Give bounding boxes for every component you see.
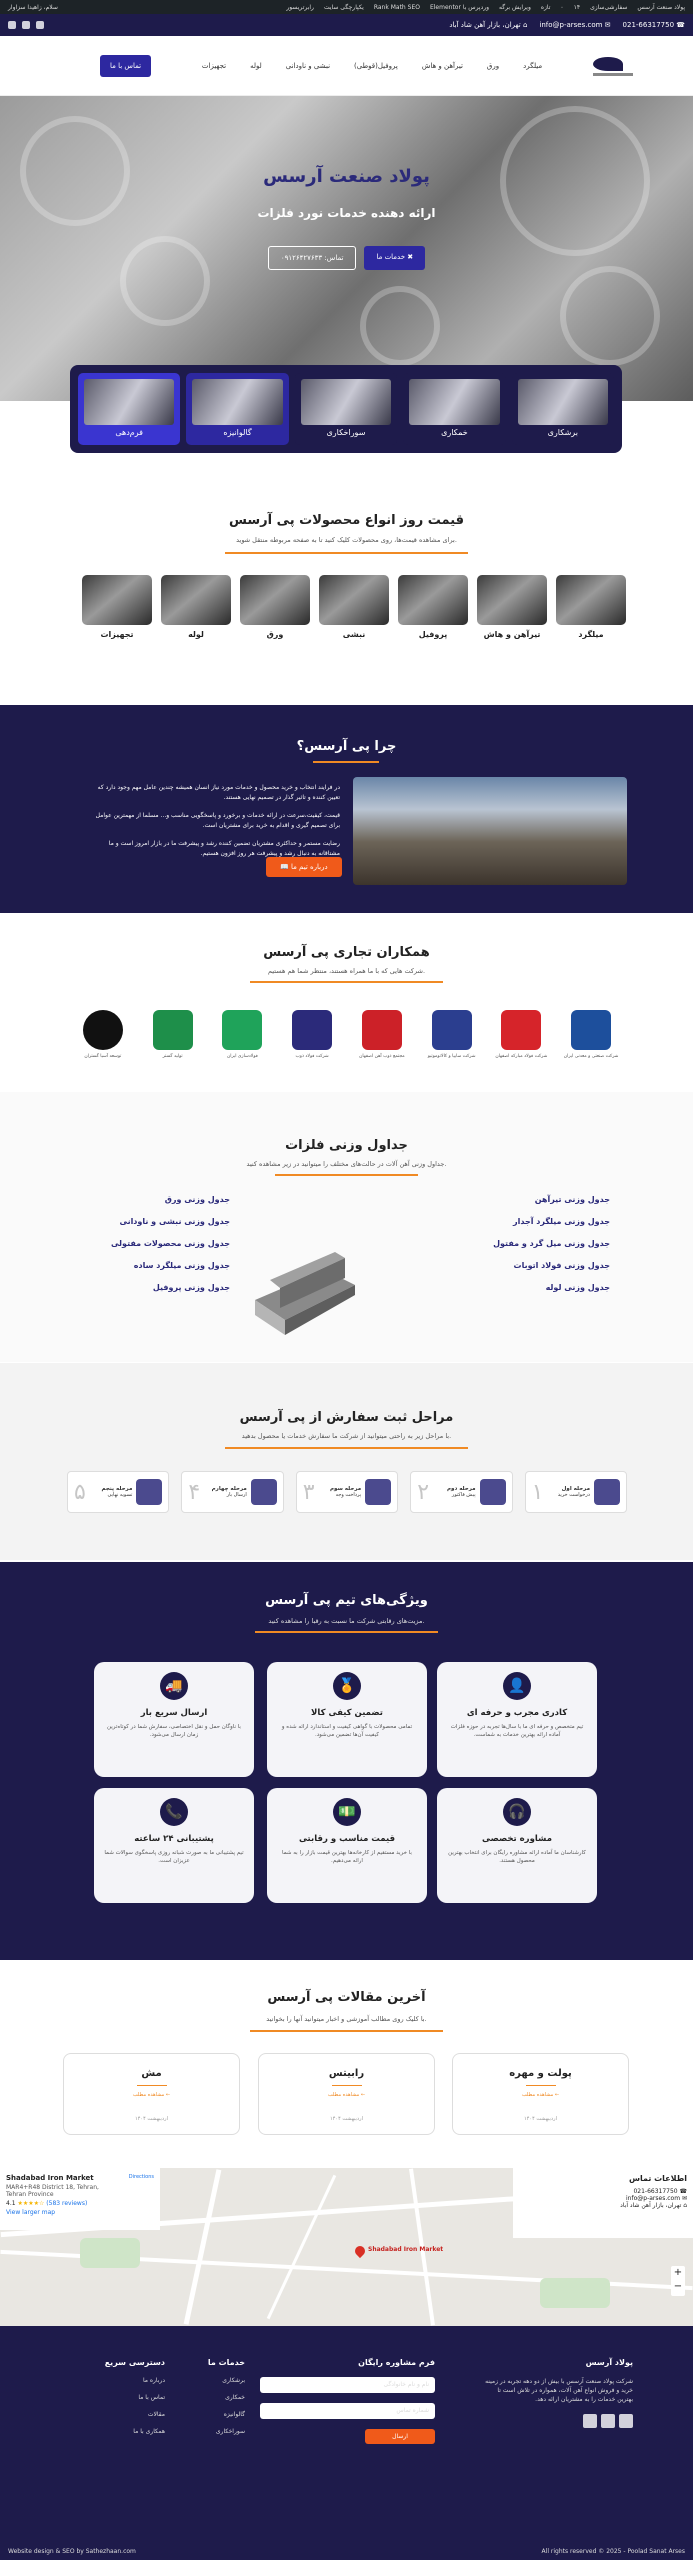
contact-card-email[interactable]: ✉ info@p-arses.com: [626, 2195, 687, 2202]
copyright-text: All rights reserved © 2025 - Poolad Sanat Arses: [541, 2547, 685, 2555]
service-label: خمکاری: [441, 428, 468, 437]
site-logo[interactable]: [593, 51, 633, 81]
product-card[interactable]: [556, 575, 626, 645]
contact-card-address: ⌂ تهران، بازار آهن شاد آباد: [620, 2202, 687, 2209]
feature-card: [267, 1788, 427, 1903]
partner-name: تولید گستر: [162, 1054, 183, 1059]
product-card[interactable]: [240, 575, 310, 645]
feature-desc: تیم پشتیبانی ما به صورت شبانه روزی پاسخگوی سوالات شما عزیزان است.: [104, 1850, 244, 1864]
steps-title: مراحل ثبت سفارش از پی آرسس: [239, 1410, 454, 1425]
hero-section: [0, 96, 693, 401]
partner-item[interactable]: [491, 1010, 553, 1068]
contact-address-value: تهران، بازار آهن شاد آباد: [620, 2202, 682, 2209]
product-image: [477, 575, 547, 625]
copyright-bar: [0, 2542, 693, 2560]
partner-item[interactable]: [421, 1010, 483, 1068]
why-paragraph: رضایت مستمر و حداکثری مشتریان تضمین کننده رشد و پیشرفت ما در بازار امروز است و ما مشتاقانه به دنبال رشد و پیشرفت هر روز افزون هستیم.: [108, 840, 340, 857]
weights-divider: [275, 1174, 418, 1176]
map-reviews[interactable]: (583 reviews): [46, 2200, 88, 2207]
step-title: مرحله چهارم: [211, 1486, 247, 1492]
product-card[interactable]: [319, 575, 389, 645]
admin-item[interactable]: ویرایش برگه: [499, 3, 531, 11]
partner-name: شرکت صنعتی و معدنی ایران: [563, 1054, 619, 1059]
admin-item[interactable]: یکپارچگی سایت: [323, 3, 364, 11]
step-desc: پرداخت وجه: [335, 1492, 362, 1498]
step-icon: [136, 1479, 162, 1505]
partners-subtitle: شرکت هایی که با ما همراه هستند، منتظر شما هم هستیم.: [267, 967, 426, 975]
article-link[interactable]: مشاهده مطلب ←: [132, 2092, 171, 2098]
partner-name: توسعه آسیا گستران: [84, 1054, 122, 1059]
footer-quick-link[interactable]: تماس با ما: [138, 2394, 165, 2401]
product-image: [240, 575, 310, 625]
product-label: ورق: [266, 630, 284, 639]
service-card[interactable]: [295, 373, 397, 445]
partner-name: شرکت فولاد ذوب: [295, 1054, 329, 1059]
product-label: میلگرد: [578, 630, 604, 639]
nav-item[interactable]: میلگرد: [523, 61, 543, 70]
partner-logo: [432, 1010, 472, 1050]
articles-title: آخرین مقالات پی آرسس: [267, 1990, 426, 2005]
product-card[interactable]: [161, 575, 231, 645]
feature-card: [437, 1788, 597, 1903]
directions-link[interactable]: Directions: [128, 2174, 154, 2180]
partner-logo: [501, 1010, 541, 1050]
step-text: [330, 1486, 361, 1498]
footer-about-text: شرکت پولاد صنعت آرسس با بیش از دو دهه تجربه در زمینه خرید و فروش انواع آهن آلات، همواره در تلاش است تا بهترین خدمات را به مشتریان ارائه دهد.: [485, 2378, 633, 2403]
prices-title: قیمت روز انواع محصولات پی آرسس: [228, 513, 465, 528]
features-title: ویژگی‌های تیم پی آرسس: [265, 1593, 428, 1608]
hero-subtitle: ارائه دهنده خدمات نورد فلزات: [257, 206, 436, 220]
service-card[interactable]: [512, 373, 614, 445]
product-image: [556, 575, 626, 625]
nav-item[interactable]: تجهیزات: [201, 61, 227, 70]
admin-greeting[interactable]: سلام، زاهیدا سزاوار: [8, 3, 58, 11]
footer-quick-link[interactable]: مقالات: [147, 2411, 165, 2418]
feature-card: [94, 1788, 254, 1903]
footer-quick-title: دسترسی سریع: [104, 2358, 165, 2367]
service-card[interactable]: [186, 373, 288, 445]
step-desc: ارسال بار: [226, 1492, 247, 1498]
feature-card: [94, 1662, 254, 1777]
steps-row: [67, 1471, 627, 1513]
article-divider: [137, 2085, 167, 2086]
map-place-name: Shadabad Iron Market: [6, 2174, 94, 2182]
about-team-label: درباره تیم ما: [290, 863, 328, 871]
prices-divider: [225, 552, 468, 554]
step-number: ۴: [188, 1479, 201, 1505]
prices-subtitle: برای مشاهده قیمت‌ها، روی محصولات کلیک کنید تا به صفحه مربوطه منتقل شوید.: [236, 536, 457, 544]
service-image: [301, 379, 391, 425]
feature-title: کادری مجرب و حرفه ای: [466, 1708, 568, 1718]
partner-logo: [362, 1010, 402, 1050]
article-title: پولت و مهره: [509, 2068, 572, 2079]
step-title: مرحله دوم: [447, 1486, 476, 1492]
nav-item[interactable]: ورق: [486, 61, 500, 70]
weight-table-link[interactable]: جدول وزنی نبشی و ناودانی: [119, 1217, 230, 1226]
feature-icon: 🎧: [503, 1798, 531, 1826]
map-place-card: Shadabad Iron Market MAR4+R48 District 18, Tehran, Tehran Province 4.1 ★★★★☆ (583 reviews) View larger map Directions: [0, 2168, 160, 2230]
service-label: سوراخکاری: [326, 428, 366, 437]
article-link[interactable]: مشاهده مطلب ←: [521, 2092, 560, 2098]
step-card: [181, 1471, 283, 1513]
contact-card-phone[interactable]: ☎ 021-66317750: [633, 2188, 687, 2195]
partner-name: مجتمع ذوب آهن اصفهان: [359, 1054, 405, 1059]
feature-title: تضمین کیفی کالا: [311, 1708, 383, 1718]
service-image: [192, 379, 282, 425]
feature-icon: 📞: [160, 1798, 188, 1826]
partner-name: شرکت فولاد مبارکه اصفهان: [495, 1054, 548, 1059]
service-label: فرم‌دهی: [115, 428, 143, 437]
footer-phone-input[interactable]: شماره تماس: [260, 2403, 435, 2419]
main-nav: [0, 36, 693, 96]
feature-desc: با ناوگان حمل و نقل اختصاصی، سفارش شما در کوتاه‌ترین زمان ارسال می‌شود.: [107, 1724, 241, 1738]
article-card[interactable]: [63, 2053, 240, 2135]
contact-phone-value: 021-66317750: [633, 2188, 678, 2195]
weight-table-link[interactable]: جدول وزنی میلگرد آجدار: [512, 1217, 610, 1226]
whatsapp-icon[interactable]: [36, 21, 44, 29]
footer: [0, 2326, 693, 2560]
feature-icon: 🚚: [160, 1672, 188, 1700]
footer-quick-link[interactable]: درباره ما: [142, 2377, 165, 2384]
product-image: [82, 575, 152, 625]
telegram-icon[interactable]: [22, 21, 30, 29]
steps-divider: [225, 1447, 468, 1449]
step-text: [102, 1486, 133, 1498]
weights-subtitle: جداول وزنی آهن آلات در حالت‌های مختلف را میتوانید در زیر مشاهده کنید.: [246, 1160, 447, 1168]
services-strip: [70, 365, 622, 453]
feature-title: مشاوره تخصصی: [482, 1834, 552, 1844]
product-image: [161, 575, 231, 625]
articles-subtitle: با کلیک روی مطالب آموزشی و اخبار میتوانید آنها را بخوانید.: [266, 2015, 427, 2023]
why-paragraph: در فرایند انتخاب و خرید محصول و خدمات مورد نیاز انسان همیشه چندین عامل مهم وجود دارد که تعیین کننده و تاثیر گذار در تصمیم نهایی هستند.: [97, 784, 340, 801]
why-paragraph: قیمت، کیفیت،سرعت در ارائه خدمات و برخورد و پاسخگویی مناسب و... مسلما از مهمترین عوامل برای تصمیم گیری و اقدام به خرید برای مشتریان است.: [95, 812, 340, 829]
step-desc: تسویه نهایی: [107, 1492, 133, 1498]
why-title: چرا پی آرسس؟: [296, 739, 397, 754]
feature-desc: تمامی محصولات با گواهی کیفیت و استاندارد ارائه شده و کیفیت آن‌ها تضمین می‌شود.: [281, 1724, 413, 1738]
step-text: [558, 1486, 590, 1498]
feature-title: پشتیبانی ۲۴ ساعته: [134, 1834, 214, 1844]
map-zoom-controls[interactable]: + −: [671, 2266, 685, 2296]
footer-instagram-icon[interactable]: [583, 2414, 597, 2428]
product-card[interactable]: [398, 575, 468, 645]
why-section: [0, 705, 693, 913]
footer-service-link[interactable]: خمکاری: [225, 2394, 245, 2401]
feature-desc: با خرید مستقیم از کارخانه‌ها بهترین قیمت بازار را به شما ارائه می‌دهیم.: [282, 1850, 412, 1864]
admin-item[interactable]: وردپرس با Elementor: [429, 3, 490, 11]
feature-icon: 🏅: [333, 1672, 361, 1700]
steps-bg: [0, 1363, 693, 1560]
product-image: [319, 575, 389, 625]
hero-title: پولاد صنعت آرسس: [263, 166, 430, 187]
partner-item[interactable]: [142, 1010, 204, 1068]
weight-table-link[interactable]: جدول وزنی ورق: [164, 1195, 230, 1204]
contact-us-button[interactable]: تماس با ما: [100, 55, 151, 77]
article-link[interactable]: مشاهده مطلب ←: [327, 2092, 366, 2098]
partner-logo: [571, 1010, 611, 1050]
product-card[interactable]: [477, 575, 547, 645]
product-label: تیرآهن و هاش: [483, 630, 541, 639]
footer-telegram-icon[interactable]: [601, 2414, 615, 2428]
map-place-address: MAR4+R48 District 18, Tehran, Tehran Province: [6, 2184, 99, 2198]
weight-table-link[interactable]: جدول وزنی میل گرد و مفتول: [493, 1239, 610, 1248]
partner-name: شرکت سایپا و کالاتوموتیو: [427, 1054, 476, 1059]
step-number: ۵: [73, 1479, 86, 1505]
warehouse-image: [353, 777, 627, 885]
contact-card-title: اطلاعات تماس: [628, 2174, 687, 2183]
product-label: نبشی: [342, 630, 366, 639]
top-bar: [0, 14, 693, 36]
articles-divider: [250, 2030, 443, 2032]
weight-table-link[interactable]: جدول وزنی تیرآهن: [534, 1195, 610, 1204]
article-title: مش: [141, 2068, 162, 2079]
step-icon: [480, 1479, 506, 1505]
partner-item[interactable]: [560, 1010, 622, 1068]
step-text: [447, 1486, 476, 1498]
nav-item[interactable]: پروفیل(قوطی): [354, 61, 398, 70]
service-image: [84, 379, 174, 425]
beams-image: [245, 1240, 365, 1340]
step-card: [410, 1471, 512, 1513]
phone-link[interactable]: ☎ 021-66317750: [622, 21, 685, 29]
product-image: [398, 575, 468, 625]
partner-item[interactable]: [281, 1010, 343, 1068]
footer-name-input[interactable]: نام و نام خانوادگی: [260, 2377, 435, 2393]
map-pin-icon[interactable]: [353, 2244, 367, 2258]
article-date: اردیبهشت ۱۴۰۴: [524, 2116, 557, 2122]
step-card: [525, 1471, 627, 1513]
footer-service-link[interactable]: گالوانیزه: [223, 2411, 245, 2418]
footer-form-title: فرم مشاوره رایگان: [358, 2358, 435, 2367]
step-icon: [594, 1479, 620, 1505]
product-card[interactable]: [82, 575, 152, 645]
admin-item[interactable]: تازه: [540, 3, 551, 11]
footer-about-title: پولاد آرسس: [585, 2358, 633, 2367]
partner-name: فولادسازی ایران: [226, 1054, 258, 1059]
address-text: ⌂ تهران، بازار آهن شاد آباد: [449, 21, 528, 29]
features-subtitle: مزیت‌های رقابتی شرکت ما نسبت به رقبا را مشاهده کنید.: [268, 1617, 425, 1625]
credit-text[interactable]: Website design & SEO by Sathezhaan.com: [8, 2547, 136, 2555]
footer-service-link[interactable]: برشکاری: [222, 2377, 245, 2384]
feature-title: قیمت مناسب و رقابتی: [298, 1834, 396, 1844]
footer-submit-button[interactable]: ارسال: [365, 2429, 435, 2444]
article-date: اردیبهشت ۱۴۰۴: [330, 2116, 363, 2122]
step-card: [296, 1471, 398, 1513]
admin-item[interactable]: پولاد صنعت آرسس: [637, 3, 685, 11]
step-title: مرحله سوم: [330, 1486, 362, 1492]
footer-whatsapp-icon[interactable]: [619, 2414, 633, 2428]
partners-row: [72, 1010, 622, 1068]
step-number: ۱: [531, 1479, 544, 1505]
weight-table-link[interactable]: جدول وزنی لوله: [545, 1283, 610, 1292]
phone-text: 021-66317750: [622, 21, 675, 29]
view-larger-map-link[interactable]: View larger map: [6, 2209, 56, 2216]
article-card[interactable]: [452, 2053, 629, 2135]
article-divider: [332, 2085, 362, 2086]
product-label: لوله: [188, 630, 204, 639]
partner-logo: [222, 1010, 262, 1050]
steps-subtitle: با مراحل زیر به راحتی میتوانید از شرکت ما سفارش خدمات یا محصول بدهید.: [241, 1432, 452, 1440]
step-icon: [251, 1479, 277, 1505]
footer-quick-link[interactable]: همکاری با ما: [133, 2428, 165, 2435]
weight-table-link[interactable]: جدول وزنی فولاد اتوبات: [513, 1261, 610, 1270]
weights-list-left: [90, 1195, 230, 1305]
admin-item[interactable]: Rank Math SEO: [373, 3, 420, 11]
feature-desc: کارشناسان ما آماده ارائه مشاوره رایگان برای انتخاب بهترین محصول هستند.: [448, 1850, 586, 1864]
step-text: [212, 1486, 247, 1498]
step-icon: [365, 1479, 391, 1505]
services-button[interactable]: ✖ خدمات ما: [364, 246, 425, 270]
product-label: پروفیل: [418, 630, 448, 639]
instagram-icon[interactable]: [8, 21, 16, 29]
address-value: تهران، بازار آهن شاد آباد: [449, 21, 521, 29]
weights-list-right: [470, 1195, 610, 1305]
step-desc: درخواست خرید: [557, 1492, 590, 1498]
feature-icon: 👤: [503, 1672, 531, 1700]
map-pin-label: Shadabad Iron Market: [368, 2246, 444, 2253]
article-title: رابیتس: [328, 2068, 365, 2079]
products-row: [66, 575, 626, 645]
partner-logo: [292, 1010, 332, 1050]
contact-card: [513, 2168, 693, 2238]
weight-table-link[interactable]: جدول وزنی میلگرد ساده: [133, 1261, 230, 1270]
about-team-button[interactable]: 📖 درباره تیم ما: [266, 857, 342, 877]
weights-title: جداول وزنی فلزات: [285, 1138, 408, 1153]
nav-item[interactable]: تیرآهن و هاش: [421, 61, 463, 70]
product-label: تجهیزات: [100, 630, 134, 639]
feature-icon: 💵: [333, 1798, 361, 1826]
article-divider: [526, 2085, 556, 2086]
service-label: برشکاری: [547, 428, 578, 437]
footer-services-title: خدمات ما: [207, 2358, 245, 2367]
article-card[interactable]: [258, 2053, 435, 2135]
service-card[interactable]: [78, 373, 180, 445]
nav-item[interactable]: نبشی و ناودانی: [285, 61, 331, 70]
step-title: مرحله پنجم: [101, 1486, 133, 1492]
weight-table-link[interactable]: جدول وزنی پروفیل: [152, 1283, 230, 1292]
features-divider: [255, 1631, 438, 1633]
partner-logo: [83, 1010, 123, 1050]
email-text: info@p-arses.com: [539, 21, 603, 29]
article-date: اردیبهشت ۱۴۰۴: [135, 2116, 168, 2122]
feature-title: ارسال سریع بار: [140, 1708, 208, 1718]
partners-divider: [250, 981, 443, 983]
partners-title: همکاران تجاری پی آرسس: [263, 945, 430, 960]
service-card[interactable]: [403, 373, 505, 445]
step-number: ۳: [302, 1479, 315, 1505]
admin-item[interactable]: ۱۴: [573, 3, 581, 11]
feature-card: [437, 1662, 597, 1777]
admin-item[interactable]: ۰: [560, 3, 564, 11]
partner-item[interactable]: [212, 1010, 274, 1068]
partner-item[interactable]: [351, 1010, 413, 1068]
step-card: [67, 1471, 169, 1513]
step-number: ۲: [417, 1479, 430, 1505]
call-button[interactable]: تماس: ۰۹۱۲۶۴۲۷۶۳۳: [268, 246, 357, 270]
step-desc: پیش فاکتور: [451, 1492, 476, 1498]
contact-email-value: info@p-arses.com: [626, 2195, 681, 2202]
admin-item[interactable]: سفارشی‌سازی: [590, 3, 628, 11]
partner-item[interactable]: [72, 1010, 134, 1068]
service-image: [518, 379, 608, 425]
admin-bar: [0, 0, 693, 14]
footer-service-link[interactable]: سوراخکاری: [215, 2428, 245, 2435]
service-label: گالوانیزه: [223, 428, 252, 437]
admin-item[interactable]: رابرتریسور: [286, 3, 314, 11]
feature-card: [267, 1662, 427, 1777]
email-link[interactable]: ✉ info@p-arses.com: [539, 21, 611, 29]
services-button-label: خدمات ما: [376, 253, 406, 261]
partner-logo: [153, 1010, 193, 1050]
feature-desc: تیم متخصص و حرفه ای ما با سال‌ها تجربه در حوزه فلزات آماده ارائه بهترین خدمات به شماست.: [450, 1724, 584, 1738]
nav-item[interactable]: لوله: [250, 61, 262, 70]
service-image: [409, 379, 499, 425]
map-rating: 4.1: [6, 2200, 16, 2207]
weight-table-link[interactable]: جدول وزنی محصولات مفتولی: [110, 1239, 230, 1248]
step-title: مرحله اول: [561, 1486, 590, 1492]
